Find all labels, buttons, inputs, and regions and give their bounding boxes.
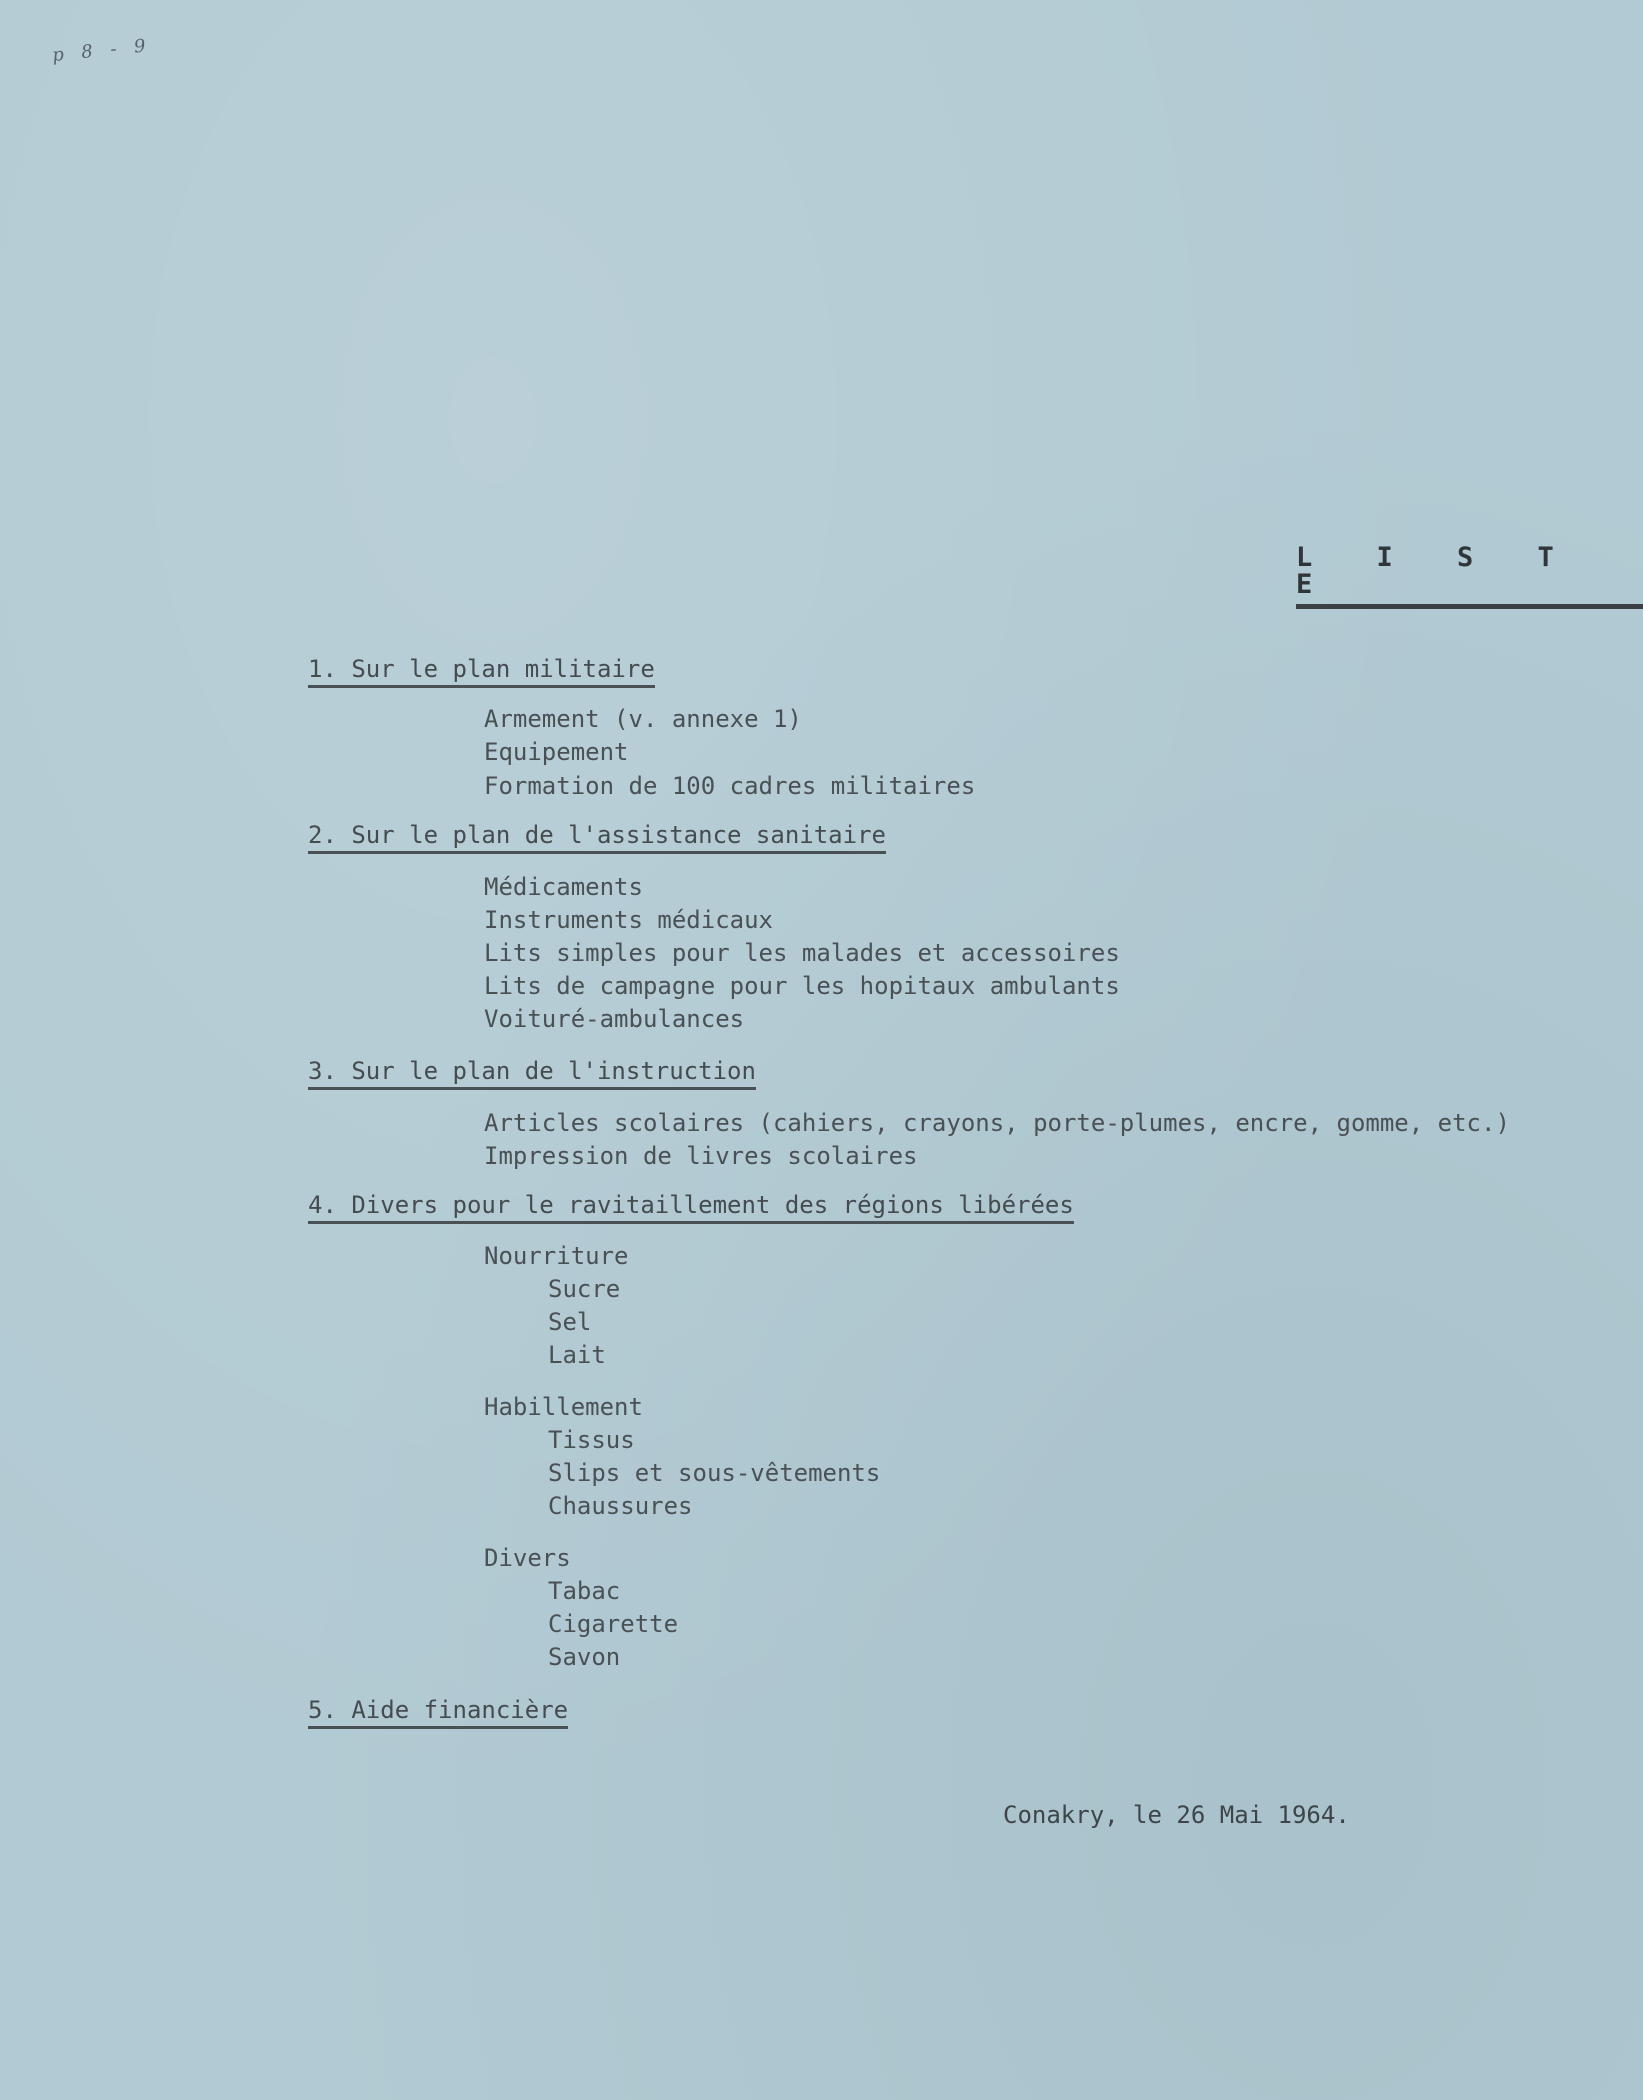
list-item: Slips et sous-vêtements [548, 1459, 881, 1487]
list-item: Tabac [548, 1577, 621, 1605]
list-item: Impression de livres scolaires [484, 1142, 918, 1170]
list-item: Sucre [548, 1275, 621, 1303]
list-item: Savon [548, 1643, 621, 1671]
list-item: Médicaments [484, 873, 643, 901]
section-heading-supplies: 4. Divers pour le ravitaillement des régions libérées [308, 1192, 1074, 1224]
group-label-clothing: Habillement [484, 1393, 643, 1421]
group-label-food: Nourriture [484, 1242, 629, 1270]
list-item: Instruments médicaux [484, 906, 773, 934]
list-item: Lits simples pour les malades et accessoires [484, 939, 1120, 967]
list-item: Chaussures [548, 1492, 693, 1520]
section-heading-health: 2. Sur le plan de l'assistance sanitaire [308, 822, 886, 854]
document-title: L I S T E [1296, 544, 1643, 609]
list-item: Equipement [484, 738, 629, 766]
list-item: Lait [548, 1341, 606, 1369]
section-heading-military: 1. Sur le plan militaire [308, 656, 655, 688]
list-item: Lits de campagne pour les hopitaux ambulants [484, 972, 1120, 1000]
list-item: Voituré-ambulances [484, 1005, 745, 1033]
section-heading-education: 3. Sur le plan de l'instruction [308, 1058, 756, 1090]
list-item: Formation de 100 cadres militaires [484, 772, 976, 800]
corner-page-note: p 8 - 9 [51, 34, 153, 67]
list-item: Armement (v. annexe 1) [484, 705, 802, 733]
list-item: Articles scolaires (cahiers, crayons, porte-plumes, encre, gomme, etc.) [484, 1109, 1510, 1137]
group-label-misc: Divers [484, 1544, 571, 1572]
place-and-date: Conakry, le 26 Mai 1964. [1003, 1801, 1350, 1829]
list-item: Cigarette [548, 1610, 679, 1638]
list-item: Sel [548, 1308, 592, 1336]
list-item: Tissus [548, 1426, 635, 1454]
section-heading-financial: 5. Aide financière [308, 1697, 568, 1729]
